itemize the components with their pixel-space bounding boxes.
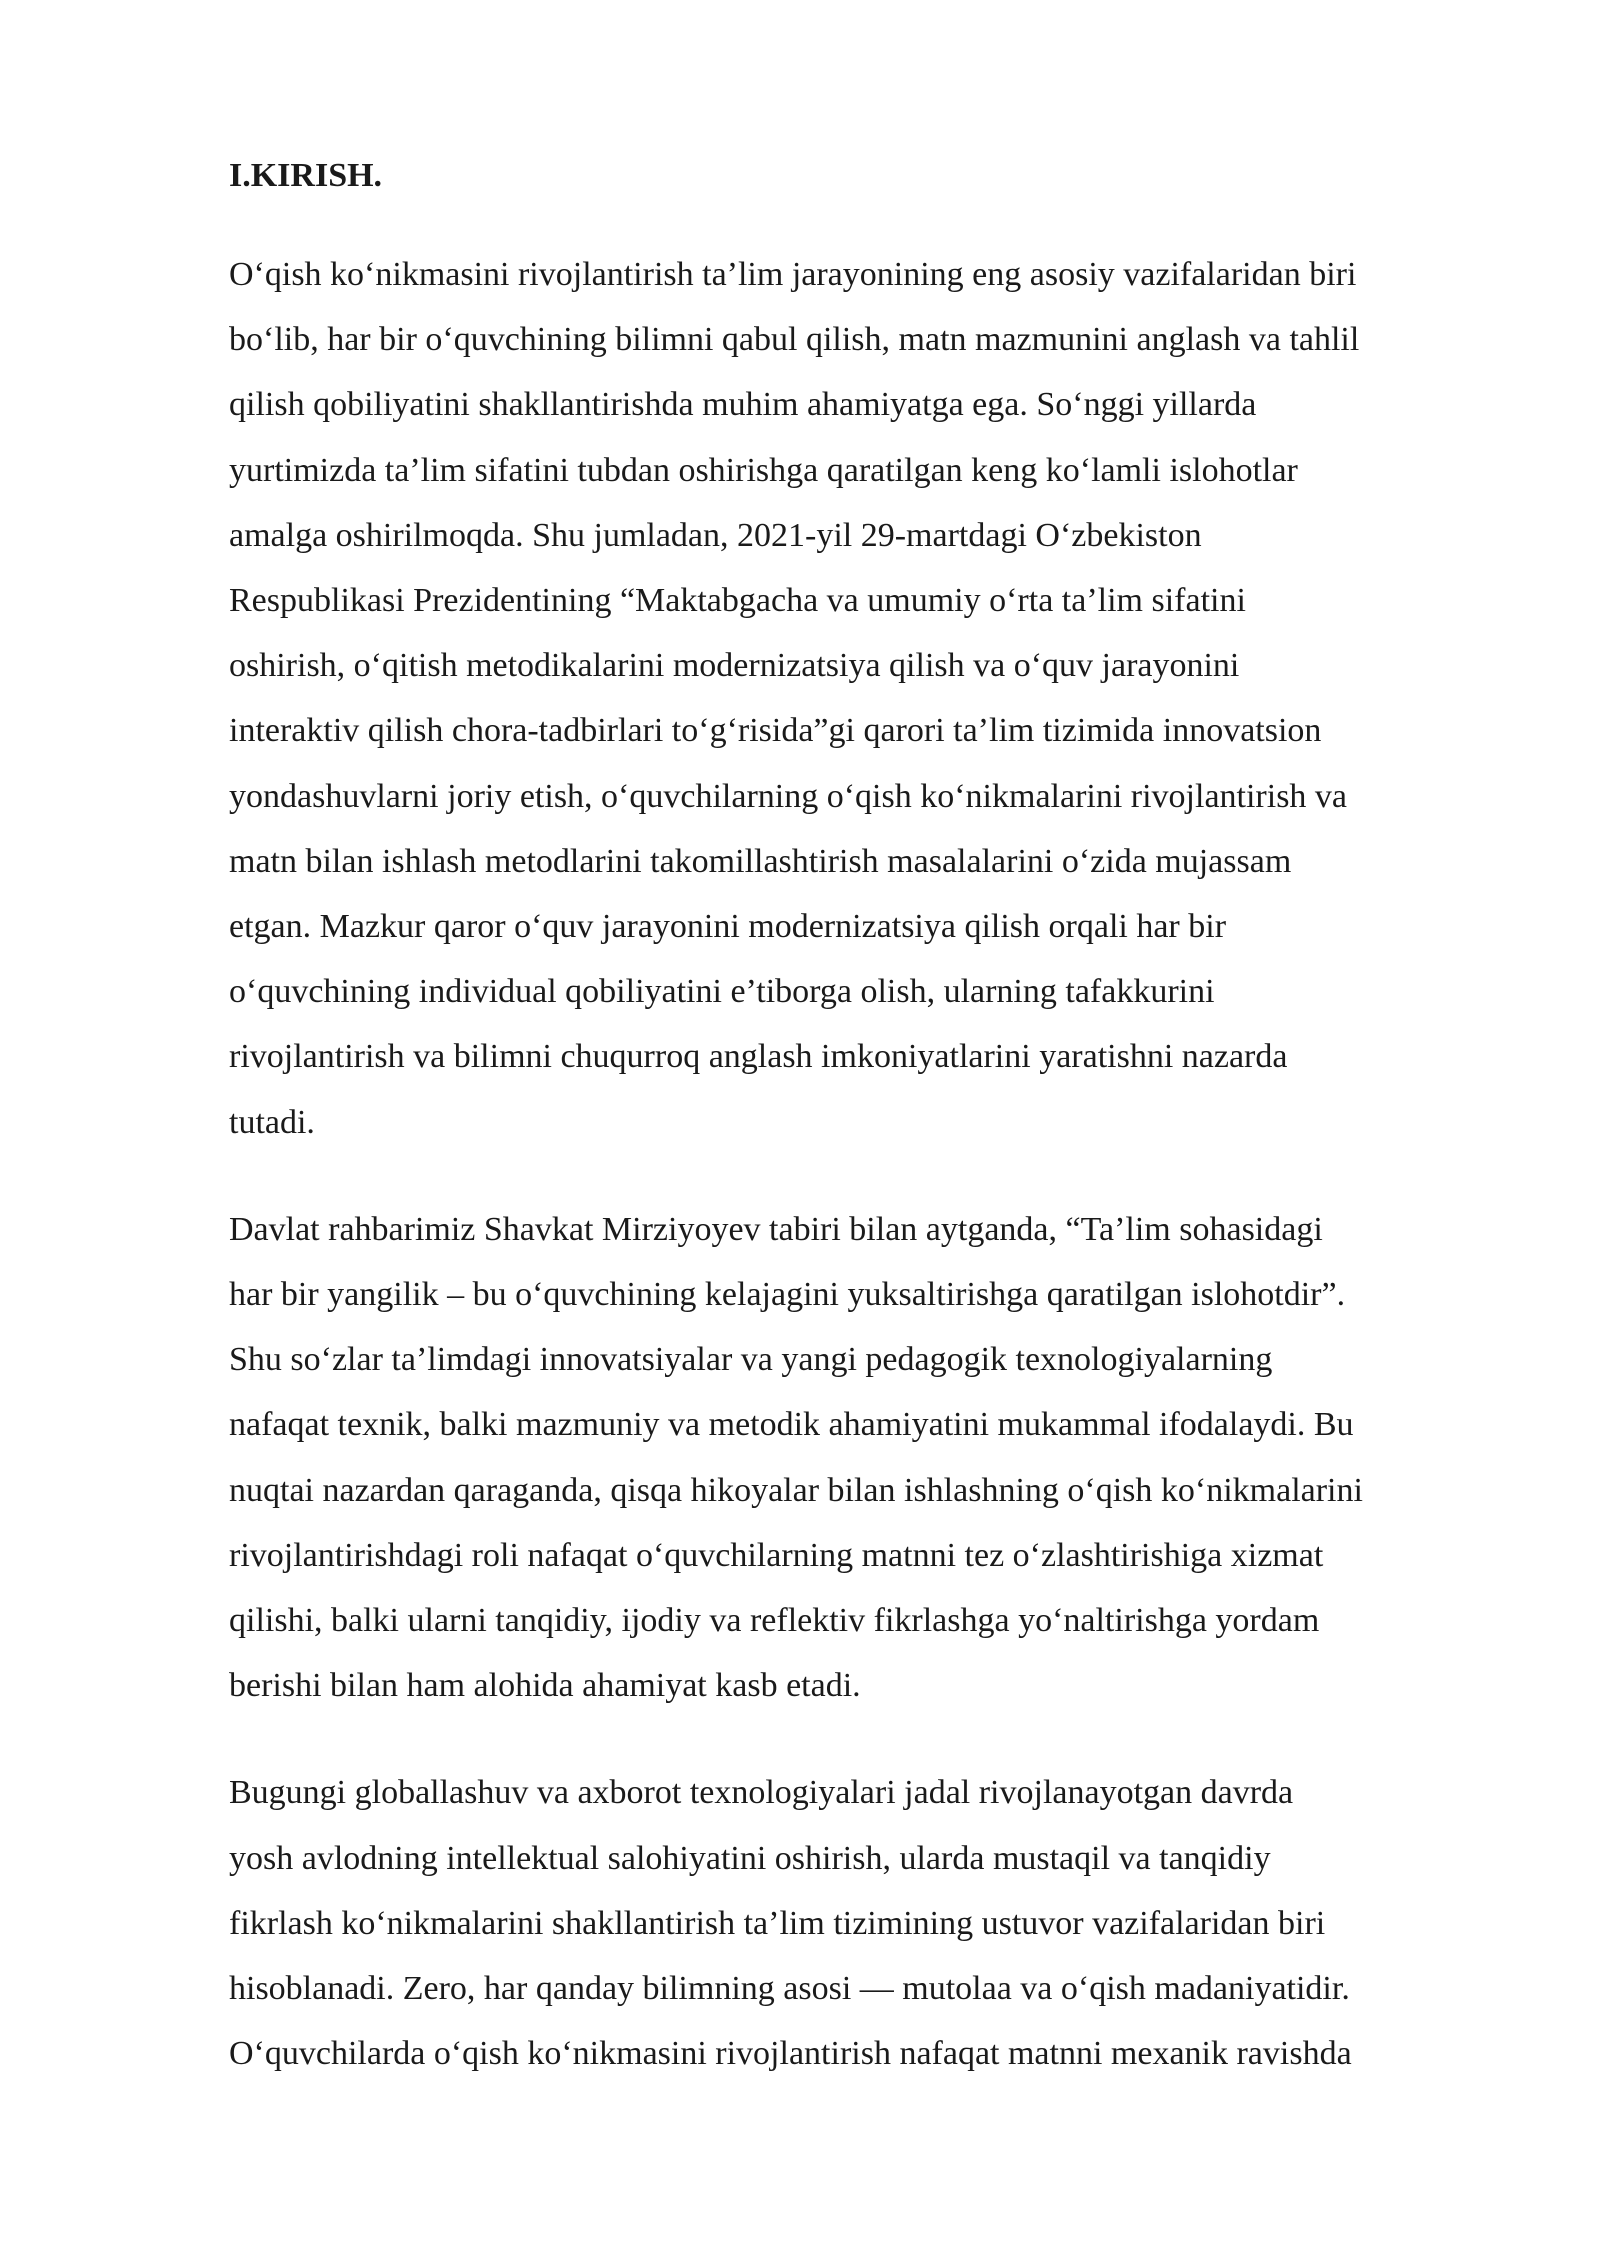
text-line: bo‘lib, har bir o‘quvchining bilimni qabul qilish, matn mazmunini anglash va tahlil — [229, 321, 1360, 359]
text-line: rivojlantirishdagi roli nafaqat o‘quvchilarning matnni tez o‘zlashtirishiga xizmat — [229, 1536, 1324, 1574]
text-line: yondashuvlarni joriy etish, o‘quvchilarning o‘qish ko‘nikmalarini rivojlantirish va — [229, 777, 1348, 815]
text-line: Respublikasi Prezidentining “Maktabgacha va umumiy o‘rta ta’lim sifatini — [229, 582, 1246, 620]
text-line: interaktiv qilish chora-tadbirlari to‘g‘risida”gi qarori ta’lim tizimida innovatsion — [229, 712, 1322, 750]
text-line: rivojlantirish va bilimni chuqurroq anglash imkoniyatlarini yaratishni nazarda — [229, 1038, 1288, 1076]
text-line: fikrlash ko‘nikmalarini shakllantirish ta’lim tizimining ustuvor vazifalaridan biri — [229, 1904, 1326, 1942]
text-line: nuqtai nazardan qaraganda, qisqa hikoyalar bilan ishlashning o‘qish ko‘nikmalarini — [229, 1471, 1363, 1509]
text-line: matn bilan ishlash metodlarini takomillashtirish masalalarini o‘zida mujassam — [229, 842, 1292, 880]
text-line: etgan. Mazkur qaror o‘quv jarayonini modernizatsiya qilish orqali har bir — [229, 908, 1227, 946]
text-line: Shu so‘zlar ta’limdagi innovatsiyalar va yangi pedagogik texnologiyalarning — [229, 1341, 1273, 1379]
text-line: O‘quvchilarda o‘qish ko‘nikmasini rivojlantirish nafaqat matnni mexanik ravishda — [229, 2035, 1352, 2073]
text-line: har bir yangilik – bu o‘quvchining kelajagini yuksaltirishga qaratilgan islohotdir”. — [229, 1276, 1346, 1314]
paragraph-2 — [229, 1197, 1569, 1719]
document-body — [229, 150, 1569, 2128]
text-line: yosh avlodning intellektual salohiyatini oshirish, ularda mustaqil va tanqidiy — [229, 1839, 1271, 1877]
text-line: hisoblanadi. Zero, har qanday bilimning asosi — mutolaa va o‘qish madaniyatidir. — [229, 1970, 1350, 2008]
text-line: amalga oshirilmoqda. Shu jumladan, 2021-yil 29-martdagi O‘zbekiston — [229, 516, 1202, 554]
text-line: O‘qish ko‘nikmasini rivojlantirish ta’lim jarayonining eng asosiy vazifalaridan biri — [229, 256, 1357, 293]
text-line: o‘quvchining individual qobiliyatini e’tiborga olish, ularning tafakkurini — [229, 973, 1215, 1011]
section-heading: I.KIRISH. — [229, 157, 383, 194]
text-line: Davlat rahbarimiz Shavkat Mirziyoyev tabiri bilan aytganda, “Ta’lim sohasidagi — [229, 1210, 1323, 1248]
text-line: nafaqat texnik, balki mazmuniy va metodik ahamiyatini mukammal ifodalaydi. Bu — [229, 1406, 1354, 1444]
text-line: berishi bilan ham alohida ahamiyat kasb etadi. — [229, 1667, 861, 1705]
paragraph-1 — [229, 242, 1569, 1155]
text-line: Bugungi globallashuv va axborot texnologiyalari jadal rivojlanayotgan davrda — [229, 1774, 1294, 1812]
text-line: qilishi, balki ularni tanqidiy, ijodiy va reflektiv fikrlashga yo‘naltirishga yordam — [229, 1602, 1320, 1640]
text-line: oshirish, o‘qitish metodikalarini modernizatsiya qilish va o‘quv jarayonini — [229, 647, 1240, 685]
paragraph-3 — [229, 1760, 1569, 2086]
text-line: tutadi. — [229, 1103, 315, 1141]
text-line: yurtimizda ta’lim sifatini tubdan oshirishga qaratilgan keng ko‘lamli islohotlar — [229, 451, 1298, 489]
text-line: qilish qobiliyatini shakllantirishda muhim ahamiyatga ega. So‘nggi yillarda — [229, 386, 1257, 424]
